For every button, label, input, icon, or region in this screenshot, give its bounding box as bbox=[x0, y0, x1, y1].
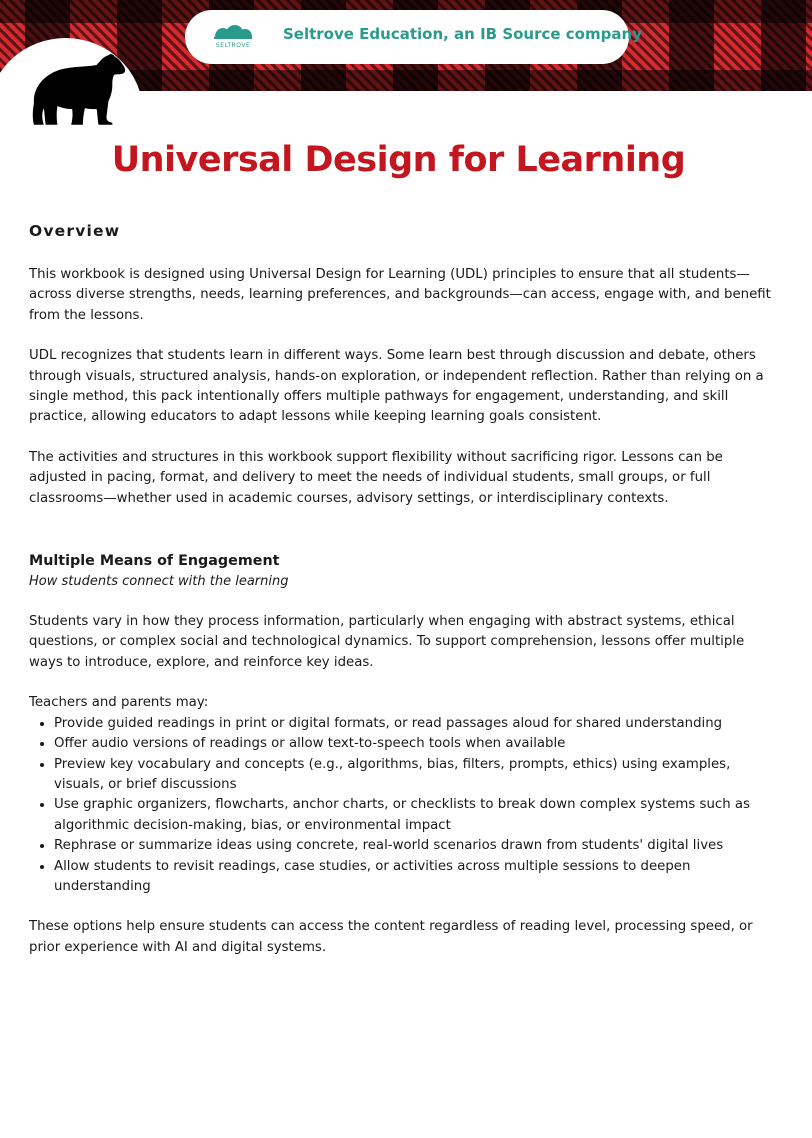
page-title: Universal Design for Learning bbox=[111, 140, 686, 180]
list-item: • Rephrase or summarize ideas using concrete, real-world scenarios drawn from students' digital lives bbox=[54, 836, 774, 856]
turtle-logo-icon bbox=[213, 23, 253, 41]
engagement-intro: Students vary in how they process information, particularly when engaging with abstract systems, ethical questions, or complex social and technological dynamics. To support comprehension, lessons offer multiple ways to introduce, explore, and reinforce key ideas. bbox=[29, 614, 745, 670]
list-item: • Offer audio versions of readings or allow text-to-speech tools when available bbox=[54, 734, 774, 754]
strategy-list bbox=[29, 714, 774, 898]
list-item: • Allow students to revisit readings, case studies, or activities across multiple sessions to deepen understanding bbox=[54, 857, 774, 898]
list-item: • Use graphic organizers, flowcharts, anchor charts, or checklists to break down complex systems such as algorithmic decision-making, bias, or environmental impact bbox=[54, 795, 774, 836]
list-intro: Teachers and parents may: bbox=[29, 695, 209, 711]
list-item: • Preview key vocabulary and concepts (e.g., algorithms, bias, filters, prompts, ethics) using examples, visuals, or brief discussions bbox=[54, 755, 774, 796]
document-body bbox=[29, 220, 774, 958]
engagement-subtitle: How students connect with the learning bbox=[29, 574, 289, 590]
bear-icon bbox=[30, 52, 128, 126]
list-item: • Provide guided readings in print or digital formats, or read passages aloud for shared understanding bbox=[54, 714, 774, 734]
company-name: Seltrove Education, an IB Source company bbox=[283, 25, 642, 43]
closing-paragraph: These options help ensure students can access the content regardless of reading level, processing speed, or prior experience with AI and digital systems. bbox=[29, 919, 753, 955]
overview-paragraph-3: The activities and structures in this workbook support flexibility without sacrificing rigor. Lessons can be adjusted in pacing, format, and delivery to meet the needs of individual students, small groups, or full classrooms—whether used in academic courses, advisory settings, or interdisciplinary contexts. bbox=[29, 449, 723, 506]
seltrove-logo bbox=[213, 23, 253, 57]
brand-pill bbox=[185, 10, 642, 64]
logo-wordmark: SELTROVE bbox=[215, 42, 251, 49]
overview-paragraph-2: UDL recognizes that students learn in different ways. Some learn best through discussion and debate, others through visuals, structured analysis, hands-on exploration, or independent reflection. Rather than relying on a single method, this pack intentionally offers multiple pathways for engagement, understanding, and skill practice, allowing educators to adapt lessons while keeping learning goals consistent. bbox=[29, 348, 764, 425]
overview-paragraph-1: This workbook is designed using Universal Design for Learning (UDL) principles to ensure that all students—across diverse strengths, needs, learning preferences, and backgrounds—can access, engage with, and benefit from the lessons. bbox=[29, 267, 771, 323]
engagement-heading: Multiple Means of Engagement bbox=[29, 553, 280, 570]
overview-heading: Overview bbox=[29, 222, 121, 240]
